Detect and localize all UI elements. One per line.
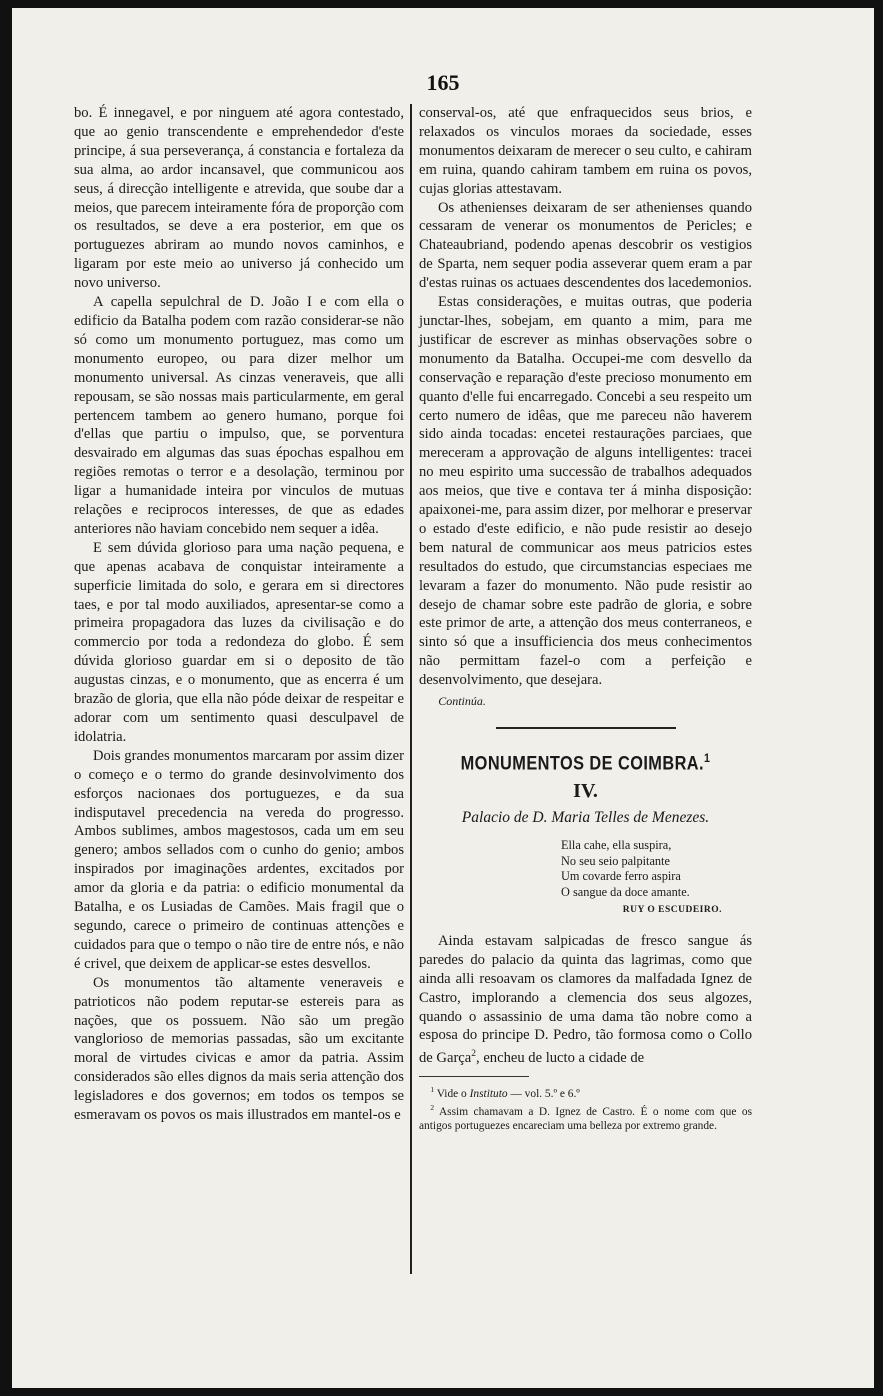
footnote-mark: 2 xyxy=(430,1102,435,1112)
paragraph: Dois grandes monumentos marcaram por assim dizer o começo e o termo do grande desinvolvimento dos esforços nacionaes dos portuguezes, e da sua indisputavel precedencia na vereda do progresso. Ambos sublimes, ambos magestosos, cada um em seu genero; ambos sellados com o cunho do genio; ambos inspirados por imaginações ardentes, excitados por amor da gloria e da patria: o edificio monumental da Batalha, e os Lusiadas de Camões. Mais fragil que o segundo, carece o primeiro de continuas attenções e cuidados para que o tempo o não tire de entre nós, e não é crivel, que deixem de applicar-se estes desvellos. xyxy=(74,747,404,972)
paragraph: E sem dúvida glorioso para uma nação pequena, e que apenas acabava de conquistar inteiramente a superficie limitada do solo, e gerara em si directores taes, e por tal modo auxiliados, apresentar-se como a primeira propagadora das luzes da civilisação e do commercio por toda a redondeza do globo. É sem dúvida glorioso guardar em si o deposito de tão augustas cinzas, e o monumento, que as encerra é um brazão de gloria, que ella não póde deixar de respeitar e adorar com um sentimento quasi desculpavel de idolatria. xyxy=(74,539,404,745)
paragraph: bo. É innegavel, e por ninguem até agora contestado, que ao genio transcendente e emprehendedor d'este principe, á sua perseverança, á constancia e fortaleza da sua alma, ao ardor incansavel, que communicou aos seus, á direcção intelligente e atrevida, que soube dar a meios, que parecem inteiramente fóra de proporção com os resultados, se deve a era posterior, em que os portuguezes abriram ao mundo novos caminhos, e ligaram por este meio ao universo já conhecido um novo universo. xyxy=(74,105,404,292)
epigraph-line: No seu seio palpitante xyxy=(561,853,670,868)
article-subtitle: Palacio de D. Maria Telles de Menezes. xyxy=(461,809,710,827)
footnote xyxy=(419,1101,752,1133)
epigraph-author: RUY O ESCUDEIRO. xyxy=(622,905,722,916)
paragraph: Estas considerações, e muitas outras, que poderia junctar-lhes, sobejam, em quanto a mim, para me justificar de escrever as minhas observações sobre o monumento da Batalha. Occupei-me com desvello da conservação e reparação d'este precioso monumento em quanto d'elle fui encarregado. Concebi a seu respeito um certo numero de idêas, que me pareceu não haverem sido ainda tocadas: encetei restaurações parciaes, que mereceram a approvação de alguns intelligentes: tracei no meu espirito uma successão de trabalhos adequados aos meios, que tive e contava ter á minha disposição: apaixonei-me, para assim dizer, por melhorar e preservar o estado d'este edificio, e não pude resistir ao desejo bem natural de communicar aos meus patricios estes resultados do estudo, que circumstancias especiaes me levaram a fazer do monumento. Não pude resistir ao desejo de chamar sobre este padrão de gloria, e sobre este primor de arte, a attenção dos meus conterraneos, e sinto só que a insufficiencia dos meus conhecimentos não permittam fazel-o com a perfeição e desenvolvimento, que desejara. xyxy=(419,294,752,689)
epigraph-line: Ella cahe, ella suspira, xyxy=(561,838,672,853)
right-column xyxy=(419,104,752,1133)
paragraph: conserval-os, até que enfraquecidos seus brios, e relaxados os vinculos moraes da sociedade, esses monumentos deixaram de merecer o seu culto, e cahiram em ruina, quando cahiram tambem em ruina os povos, cujas glorias attestavam. xyxy=(419,105,752,197)
footnotes xyxy=(419,1083,752,1133)
left-column xyxy=(74,104,404,1125)
footnote-rule xyxy=(419,1076,529,1077)
newspaper-page xyxy=(12,8,874,1388)
column-divider xyxy=(410,104,412,1274)
footnote-ref: 1 xyxy=(704,751,711,765)
paragraph: Os monumentos tão altamente veneraveis e patrioticos não podem reputar-se estereis para as nações, que os possuem. Não são um pregão vanglorioso de memorias passadas, são um excitante moral de virtudes civicas e amor da patria. Assim considerados são elles dignos da mais seria attenção dos legisladores e dos governos; em todos os tempos se esmeravam os povos os mais illustrados em mantel-os e xyxy=(74,974,404,1124)
article-title xyxy=(442,749,728,774)
paragraph: Os athenienses deixaram de ser athenienses quando cessaram de venerar os monumentos de Pericles; e Chateaubriand, podendo apenas descobrir os vestigios de Sparta, nem sequer podia asseverar quem eram a par d'estas ruinas os actuaes descendentes dos lacedemonios. xyxy=(419,199,752,292)
paragraph: A capella sepulchral de D. João I e com ella o edificio da Batalha podem com razão considerar-se não só como um monumento portuguez, mas como um monumento europeo, ou para dizer melhor um monumento universal. As cinzas veneraveis, que alli repousam, se são nossas mais particularmente, em geral pertencem tambem ao genero humano, porque foi d'ellas que partiu o impulso, que, se porventura desvairado em algumas das suas épochas espalhou em regiões remotas o terror e a desolação, terminou por ligar a humanidade inteira por vinculos de mutuas relações e reciprocos interesses, de que as edades anteriores não haviam concebido nem sequer a idêa. xyxy=(74,294,404,537)
footnote-text: Assim chamavam a D. Ignez de Castro. É o nome com que os antigos portuguezes encareciam uma belleza por extremo grande. xyxy=(419,1105,753,1132)
section-number: IV. xyxy=(573,780,598,803)
footnote xyxy=(419,1083,752,1101)
footnote-mark: 1 xyxy=(430,1085,435,1095)
article-body: Ainda estavam salpicadas de fresco sangue ás paredes do palacio da quinta das lagrimas, como que ainda alli resoavam os clamores da malfadada Ignez de Castro, implorando a clemencia dos seus algozes, quando o assassinio de uma dama tão nobre como a esposa do principe D. Pedro, tão formosa como o Collo de Garça xyxy=(419,932,752,1067)
epigraph xyxy=(561,838,752,900)
epigraph-line: Um covarde ferro aspira xyxy=(561,869,681,884)
paragraph xyxy=(419,932,752,1068)
page-number: 165 xyxy=(426,70,460,95)
section-rule xyxy=(496,727,676,729)
footnote-ref: 2 xyxy=(471,1049,477,1060)
article-title-text: MONUMENTOS DE COIMBRA. xyxy=(460,753,705,775)
footnote-text: — vol. 5.º e 6.º xyxy=(507,1087,580,1100)
footnote-title: Instituto xyxy=(469,1087,508,1100)
footnote-text: Vide o xyxy=(436,1087,470,1100)
epigraph-line: O sangue da doce amante. xyxy=(561,884,690,899)
continua-note: Continúa. xyxy=(438,694,486,709)
article-body-cont: , encheu de lucto a cidade de xyxy=(476,1050,645,1067)
